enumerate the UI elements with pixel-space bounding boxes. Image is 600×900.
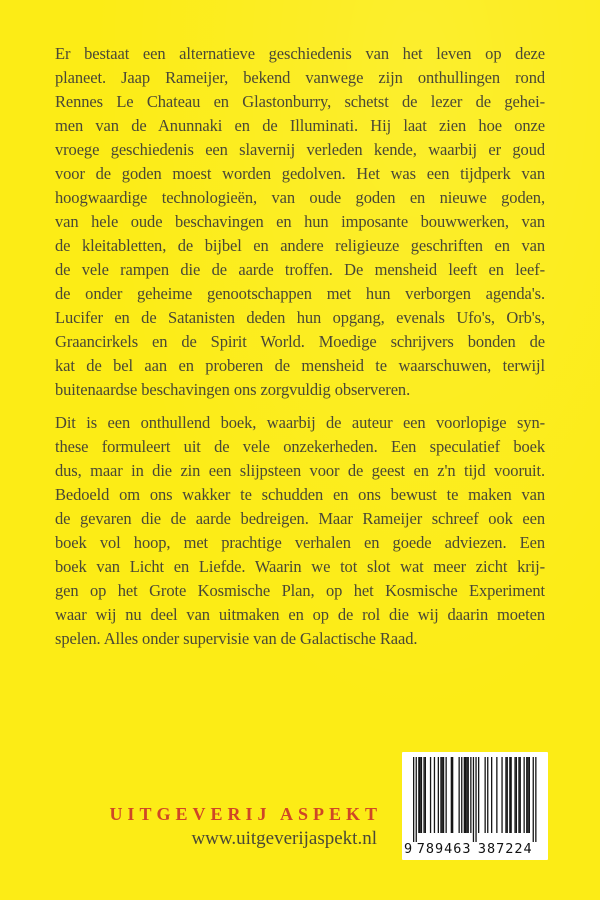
svg-text:387224: 387224: [477, 841, 533, 857]
text-line: vroege geschiedenis een slavernij verleden kende, waarbij er goud: [55, 140, 545, 159]
text-line: van hele oude beschavingen en hun imposante bouwwerken, van: [55, 212, 545, 231]
text-line: waar wij nu deel van uitmaken en op de rol die wij daarin moeten: [55, 605, 545, 624]
svg-text:9: 9: [404, 841, 413, 857]
text-line: men van de Anunnaki en de Illuminati. Hij laat zien hoe onze: [55, 116, 545, 135]
text-line: spelen. Alles onder supervisie van de Galactische Raad.: [55, 629, 418, 648]
text-line: Lucifer en de Satanisten deden hun opgang, evenals Ufo's, Orb's,: [55, 308, 545, 327]
text-line: dus, maar in die zin een slijpsteen voor de geest en z'n tijd vooruit.: [55, 461, 545, 480]
text-line: Bedoeld om ons wakker te schudden en ons bewust te maken van: [55, 485, 545, 504]
text-line: boek vol hoop, met prachtige verhalen en goede adviezen. Een: [55, 533, 545, 552]
barcode-graphic: [402, 752, 548, 860]
publisher-block: [109, 802, 382, 850]
text-line: de kleitabletten, de bijbel en andere religieuze geschriften en van: [55, 236, 545, 255]
text-line: gen op het Grote Kosmische Plan, op het Kosmische Experiment: [55, 581, 545, 600]
paragraph: [55, 411, 545, 651]
publisher-website: www.uitgeverijaspekt.nl: [191, 828, 377, 849]
text-line: hoogwaardige technologieën, van oude goden en nieuwe goden,: [55, 188, 545, 207]
text-line: these formuleert uit de vele onzekerheden. Een speculatief boek: [55, 437, 545, 456]
text-line: boek van Licht en Liefde. Waarin we tot slot wat meer zicht krij-: [55, 557, 545, 576]
text-line: Rennes Le Chateau en Glastonburry, schetst de lezer de gehei-: [55, 92, 545, 111]
text-line: de gevaren die de aarde bedreigen. Maar Rameijer schreef ook een: [55, 509, 545, 528]
svg-text:789463: 789463: [416, 841, 472, 857]
blurb-text: [55, 42, 545, 651]
text-line: Dit is een onthullend boek, waarbij de auteur een voorlopige syn-: [55, 413, 545, 432]
text-line: de vele rampen die de aarde troffen. De mensheid leeft en leef-: [55, 260, 545, 279]
isbn-barcode: [402, 752, 548, 860]
text-line: planeet. Jaap Rameijer, bekend vanwege zijn onthullingen rond: [55, 68, 545, 87]
text-line: kat de bel aan en proberen de mensheid te waarschuwen, terwijl: [55, 356, 545, 375]
text-line: de onder geheime genootschappen met hun verborgen agenda's.: [55, 284, 545, 303]
text-line: Graancirkels en de Spirit World. Moedige schrijvers bonden de: [55, 332, 545, 351]
text-line: buitenaardse beschavingen ons zorgvuldig observeren.: [55, 380, 411, 399]
text-line: voor de goden moest worden gedolven. Het was een tijdperk van: [55, 164, 545, 183]
publisher-name: UITGEVERIJ ASPEKT: [109, 804, 382, 824]
paragraph: [55, 42, 545, 402]
text-line: Er bestaat een alternatieve geschiedenis van het leven op deze: [55, 44, 545, 63]
